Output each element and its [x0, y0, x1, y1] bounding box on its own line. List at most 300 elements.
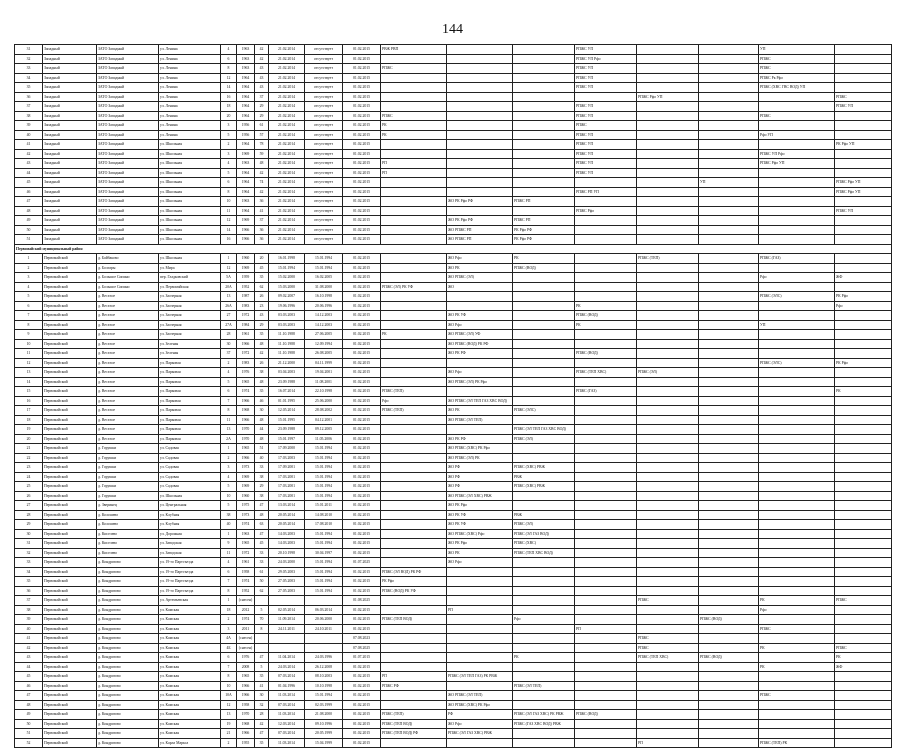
table-cell — [759, 491, 835, 501]
table-cell: 10.10.1998 — [305, 681, 343, 691]
table-cell — [513, 159, 575, 169]
table-cell: ЖО РК РФ — [447, 434, 513, 444]
table-row — [15, 273, 892, 283]
table-cell: отсутствует — [305, 130, 343, 140]
table-cell: ул. Школьная — [159, 159, 221, 169]
table-cell: д. Веселое — [97, 377, 159, 387]
table-cell — [513, 605, 575, 615]
table-cell: Первомайский — [43, 529, 97, 539]
table-cell: РК — [381, 330, 447, 340]
table-cell: 32 — [15, 548, 43, 558]
table-cell: РПЖС (ЭЛ ТЕП) — [513, 681, 575, 691]
table-cell: ул. Парковая — [159, 406, 221, 416]
table-cell: 21.02.2014 — [269, 130, 305, 140]
table-row — [15, 700, 892, 710]
table-cell: РПЖС УП — [575, 130, 637, 140]
table-cell: 1965 — [237, 444, 255, 454]
table-cell — [699, 539, 759, 549]
table-cell: 23.09.1988 — [269, 377, 305, 387]
table-cell: ЖО Рфо — [447, 719, 513, 729]
table-row — [15, 415, 892, 425]
table-cell: 21 — [15, 444, 43, 454]
table-cell — [835, 548, 892, 558]
table-cell: 24 — [15, 472, 43, 482]
table-cell — [759, 634, 835, 644]
table-cell: РПЖС (ГАЗ ХВС ВОД) РВЖ — [513, 719, 575, 729]
table-cell — [513, 577, 575, 587]
table-cell: 1959 — [237, 273, 255, 283]
table-cell: ЖО РПЖС (ЭЛ ХВС) РВЖ — [447, 491, 513, 501]
table-cell — [513, 643, 575, 653]
table-cell — [575, 681, 637, 691]
table-cell: 42 — [15, 149, 43, 159]
table-cell — [381, 662, 447, 672]
table-cell — [637, 330, 699, 340]
table-cell — [835, 434, 892, 444]
table-cell: Западный — [43, 159, 97, 169]
table-cell: Первомайский — [43, 624, 97, 634]
table-cell: ЗАТО Западный — [97, 102, 159, 112]
table-cell: 42 — [255, 349, 269, 359]
table-cell: РК — [575, 320, 637, 330]
table-row — [15, 330, 892, 340]
table-cell: 01.02.2015 — [343, 64, 381, 74]
table-cell — [381, 92, 447, 102]
table-cell: ул. Дорожная — [159, 529, 221, 539]
table-cell: 41 — [255, 681, 269, 691]
table-cell — [447, 681, 513, 691]
table-cell: 21.02.2014 — [269, 187, 305, 197]
table-cell: 36 — [15, 92, 43, 102]
table-cell: 10 — [15, 339, 43, 349]
table-cell: 17.03.2003 — [269, 453, 305, 463]
table-cell: 15.01.1994 — [305, 463, 343, 473]
table-cell: РП — [381, 168, 447, 178]
table-cell: д. Большое Сипино — [97, 273, 159, 283]
table-cell: 1963 — [237, 64, 255, 74]
table-cell: РПЖС УП — [575, 149, 637, 159]
table-cell: 13 — [15, 368, 43, 378]
table-cell — [637, 273, 699, 283]
table-cell: 21.08.2000 — [305, 710, 343, 720]
table-cell — [513, 501, 575, 511]
table-cell: Рфо — [381, 396, 447, 406]
table-cell: д. Веселое — [97, 415, 159, 425]
table-cell: 40 — [15, 130, 43, 140]
table-cell: д. Кондратово — [97, 558, 159, 568]
table-cell — [637, 567, 699, 577]
table-cell — [381, 425, 447, 435]
table-cell — [637, 396, 699, 406]
table-cell: 1966 — [237, 396, 255, 406]
table-cell — [759, 653, 835, 663]
table-cell: 3 — [15, 273, 43, 283]
table-cell: 1983 — [237, 301, 255, 311]
table-cell: Первомайский — [43, 415, 97, 425]
table-cell — [447, 130, 513, 140]
table-cell — [699, 235, 759, 245]
table-cell: 01.02.2015 — [343, 339, 381, 349]
table-cell — [575, 577, 637, 587]
table-cell: 01.02.2015 — [343, 311, 381, 321]
table-cell: Западный — [43, 197, 97, 207]
table-cell — [637, 710, 699, 720]
table-cell: РПЖС (ХВС) РВЖ — [513, 463, 575, 473]
table-cell: 08.10.2003 — [305, 672, 343, 682]
table-cell — [575, 434, 637, 444]
table-cell — [381, 235, 447, 245]
table-cell: РПЖС — [381, 64, 447, 74]
table-cell: 1969 — [237, 149, 255, 159]
table-cell — [835, 377, 892, 387]
table-cell — [447, 64, 513, 74]
table-cell: 21.02.2014 — [269, 149, 305, 159]
table-cell: 15.01.1994 — [305, 491, 343, 501]
table-cell: 01.02.2015 — [343, 168, 381, 178]
table-cell: ЗАТО Западный — [97, 168, 159, 178]
table-row — [15, 719, 892, 729]
table-cell — [447, 624, 513, 634]
table-cell: 15.01.1994 — [305, 586, 343, 596]
table-cell: РПЖС УП — [835, 206, 892, 216]
table-cell: д. Веселое — [97, 434, 159, 444]
table-cell: Первомайский — [43, 406, 97, 416]
table-cell: 21.02.2014 — [269, 64, 305, 74]
table-cell: 47 — [15, 197, 43, 207]
table-cell — [759, 539, 835, 549]
table-cell: 22 — [15, 453, 43, 463]
table-cell: 02.05.2014 — [269, 605, 305, 615]
table-cell: ул. Заводская — [159, 548, 221, 558]
table-cell — [699, 719, 759, 729]
table-cell: 1969 — [237, 263, 255, 273]
table-cell — [513, 339, 575, 349]
table-cell: ЖО РК — [447, 263, 513, 273]
table-cell: Первомайский — [43, 349, 97, 359]
table-cell: 45 — [255, 263, 269, 273]
table-cell — [637, 482, 699, 492]
table-cell: Рфо — [759, 605, 835, 615]
table-cell — [381, 377, 447, 387]
table-cell — [699, 482, 759, 492]
table-cell — [575, 586, 637, 596]
table-cell — [575, 558, 637, 568]
table-cell: 1970 — [237, 434, 255, 444]
table-cell: 01.02.2015 — [343, 396, 381, 406]
table-cell: РПЖС (ТЕП ВОД) — [381, 719, 447, 729]
table-cell: 21.02.2014 — [269, 111, 305, 121]
table-cell: ул. Школьная — [159, 168, 221, 178]
table-cell: ЗАТО Западный — [97, 159, 159, 169]
table-cell: 46 — [255, 396, 269, 406]
table-cell — [575, 358, 637, 368]
table-cell — [381, 501, 447, 511]
table-cell: отсутствует — [305, 73, 343, 83]
table-cell: РВЖ — [513, 510, 575, 520]
table-cell: Западный — [43, 64, 97, 74]
table-cell: 3 — [221, 624, 237, 634]
table-cell: 01.02.2015 — [343, 539, 381, 549]
table-cell: 11.09.2014 — [269, 615, 305, 625]
table-cell: ул. Ленина — [159, 121, 221, 131]
table-cell: Первомайский — [43, 548, 97, 558]
table-cell — [513, 634, 575, 644]
table-cell — [575, 672, 637, 682]
table-cell: ул. Камская — [159, 672, 221, 682]
table-cell — [447, 615, 513, 625]
table-cell: 23 — [15, 463, 43, 473]
table-cell: ул. Ленина — [159, 54, 221, 64]
table-cell — [637, 700, 699, 710]
table-cell: ул. Школьная — [159, 197, 221, 207]
table-row — [15, 339, 892, 349]
table-cell: ул. Ленина — [159, 102, 221, 112]
table-cell: 14 — [221, 225, 237, 235]
table-cell: РПЖС (ВОД) — [513, 263, 575, 273]
table-cell — [759, 216, 835, 226]
table-cell: Первомайский — [43, 719, 97, 729]
table-cell: 19.04.2001 — [305, 368, 343, 378]
table-row — [15, 368, 892, 378]
table-cell: 01.02.2015 — [343, 187, 381, 197]
table-cell — [575, 719, 637, 729]
table-cell: 2012 — [237, 605, 255, 615]
table-cell — [513, 387, 575, 397]
table-cell: 01.02.2015 — [343, 263, 381, 273]
table-cell — [835, 130, 892, 140]
table-cell — [699, 320, 759, 330]
table-cell: д. Кондратово — [97, 672, 159, 682]
table-cell: 35 — [255, 273, 269, 283]
table-cell: 1964 — [237, 102, 255, 112]
table-cell: отсутствует — [305, 140, 343, 150]
table-cell: ул. Камская — [159, 643, 221, 653]
table-cell — [699, 605, 759, 615]
table-cell — [699, 672, 759, 682]
table-cell: 22.10.1998 — [305, 387, 343, 397]
table-cell — [575, 691, 637, 701]
table-cell: РПЖС (ЭЛ) — [513, 434, 575, 444]
table-cell — [381, 320, 447, 330]
table-cell: Первомайский — [43, 577, 97, 587]
table-cell: отсутствует — [305, 149, 343, 159]
table-cell — [575, 178, 637, 188]
table-cell — [699, 738, 759, 748]
table-cell — [513, 301, 575, 311]
table-cell — [699, 121, 759, 131]
table-cell: ул. Заозерная — [159, 301, 221, 311]
table-cell: 09.10.1996 — [305, 719, 343, 729]
table-cell: 1 — [221, 254, 237, 264]
table-cell — [381, 358, 447, 368]
table-cell — [699, 501, 759, 511]
table-cell — [835, 567, 892, 577]
table-cell — [575, 501, 637, 511]
table-cell: 37 — [255, 216, 269, 226]
table-cell: РПЖС (ТЕП) — [637, 254, 699, 264]
table-cell — [699, 567, 759, 577]
table-cell: 13.03.2014 — [269, 501, 305, 511]
table-cell: 26 — [255, 358, 269, 368]
table-cell: 36 — [15, 586, 43, 596]
table-cell: 17.03.2001 — [269, 472, 305, 482]
table-cell — [699, 83, 759, 93]
table-cell: 20 — [255, 254, 269, 264]
table-cell: ЖО РПЖС (ЭЛ ТЕП ГАЗ ХВС ВОД) — [447, 396, 513, 406]
table-row — [15, 482, 892, 492]
table-cell — [513, 311, 575, 321]
table-cell — [575, 453, 637, 463]
table-cell — [381, 273, 447, 283]
table-cell — [381, 510, 447, 520]
table-cell — [699, 710, 759, 720]
table-cell: 20А — [221, 282, 237, 292]
table-cell: д. Кондратово — [97, 624, 159, 634]
table-cell: 01.02.2015 — [343, 662, 381, 672]
table-cell: Первомайский — [43, 501, 97, 511]
table-cell: отсутствует — [305, 54, 343, 64]
table-cell: 27 — [221, 311, 237, 321]
table-cell: 1966 — [237, 729, 255, 739]
table-cell — [759, 425, 835, 435]
table-cell — [513, 444, 575, 454]
table-cell — [699, 64, 759, 74]
table-cell — [699, 149, 759, 159]
table-cell: ул. Камская — [159, 624, 221, 634]
table-cell — [381, 263, 447, 273]
table-cell: 11.08.2001 — [305, 377, 343, 387]
table-cell: 1963 — [237, 45, 255, 55]
table-cell: д. Веселое — [97, 358, 159, 368]
table-cell — [759, 482, 835, 492]
table-cell: 35 — [255, 738, 269, 748]
table-cell — [699, 529, 759, 539]
table-cell: ул. Парковая — [159, 415, 221, 425]
table-cell: ул. Парковая — [159, 368, 221, 378]
table-cell: ул. Парковая — [159, 396, 221, 406]
table-cell — [575, 282, 637, 292]
table-cell: д. Байбаково — [97, 254, 159, 264]
table-cell: д. Горушки — [97, 444, 159, 454]
table-cell: РПЖС УП — [835, 102, 892, 112]
table-row — [15, 406, 892, 416]
table-cell — [637, 415, 699, 425]
table-cell: д. Веселое — [97, 320, 159, 330]
table-cell: 11.03.2014 — [269, 691, 305, 701]
table-cell — [637, 691, 699, 701]
table-cell: Западный — [43, 54, 97, 64]
table-cell — [447, 596, 513, 606]
table-cell — [699, 349, 759, 359]
table-cell: Первомайский — [43, 339, 97, 349]
table-cell: 1966 — [237, 225, 255, 235]
table-cell — [637, 510, 699, 520]
table-cell: 21.02.2014 — [269, 159, 305, 169]
table-cell — [575, 634, 637, 644]
table-cell: 37 — [255, 92, 269, 102]
table-cell — [637, 681, 699, 691]
table-cell — [381, 643, 447, 653]
table-cell — [269, 596, 305, 606]
table-cell: 01.02.2015 — [343, 586, 381, 596]
table-cell — [699, 92, 759, 102]
table-cell — [513, 415, 575, 425]
table-cell: 01.02.2015 — [343, 520, 381, 530]
table-cell: 70 — [255, 615, 269, 625]
table-cell: ЖО РК УФ — [447, 510, 513, 520]
table-cell: отсутствует — [305, 168, 343, 178]
table-cell: ул. Артемьевская — [159, 596, 221, 606]
table-row — [15, 187, 892, 197]
table-cell: ул. Камская — [159, 634, 221, 644]
table-cell: 07.08.2023 — [343, 634, 381, 644]
table-cell: 01.07.2015 — [343, 653, 381, 663]
table-row — [15, 510, 892, 520]
table-cell: 46 — [15, 681, 43, 691]
table-cell — [305, 634, 343, 644]
table-cell — [255, 634, 269, 644]
table-cell — [835, 216, 892, 226]
table-cell — [637, 472, 699, 482]
table-cell: д. Киселево — [97, 529, 159, 539]
table-cell — [835, 491, 892, 501]
table-cell — [513, 130, 575, 140]
table-cell: 01.02.2015 — [343, 45, 381, 55]
table-cell: 02.03.1999 — [305, 700, 343, 710]
table-cell: 40 — [221, 520, 237, 530]
table-cell: РПЖС (ЭЛС) — [513, 406, 575, 416]
table-cell: 21.02.2014 — [269, 140, 305, 150]
table-cell — [835, 605, 892, 615]
table-cell: ЖО Рфо — [447, 558, 513, 568]
table-cell — [447, 45, 513, 55]
table-cell: Западный — [43, 92, 97, 102]
table-cell: 16.01.1998 — [269, 254, 305, 264]
table-row — [15, 444, 892, 454]
table-cell: ЖО РК УФ — [447, 311, 513, 321]
table-cell — [575, 463, 637, 473]
table-cell: отсутствует — [305, 216, 343, 226]
table-cell: ЖО РПЖС (ХВС) РК Рфо — [447, 444, 513, 454]
table-cell: 2А — [221, 434, 237, 444]
table-cell: 01.02.2015 — [343, 529, 381, 539]
table-cell: 11 — [221, 548, 237, 558]
table-cell: УП — [759, 320, 835, 330]
table-cell: 2 — [221, 615, 237, 625]
table-cell — [759, 501, 835, 511]
table-cell — [381, 520, 447, 530]
table-cell: Западный — [43, 168, 97, 178]
table-cell — [835, 634, 892, 644]
table-cell: д. Большое Сипино — [97, 282, 159, 292]
table-cell: 12 — [15, 358, 43, 368]
table-cell: 9 — [15, 330, 43, 340]
table-cell — [637, 130, 699, 140]
table-cell: д. Веселое — [97, 387, 159, 397]
table-cell — [699, 73, 759, 83]
table-cell: Первомайский — [43, 653, 97, 663]
table-cell: 26 — [15, 491, 43, 501]
table-cell: РК Рфо — [381, 577, 447, 587]
table-row — [15, 729, 892, 739]
table-cell — [637, 539, 699, 549]
table-cell: 5 — [221, 377, 237, 387]
table-cell: ул. Клубная — [159, 520, 221, 530]
table-cell — [513, 83, 575, 93]
table-cell: 1973 — [237, 463, 255, 473]
table-cell — [255, 643, 269, 653]
table-cell: РПЖС — [637, 596, 699, 606]
